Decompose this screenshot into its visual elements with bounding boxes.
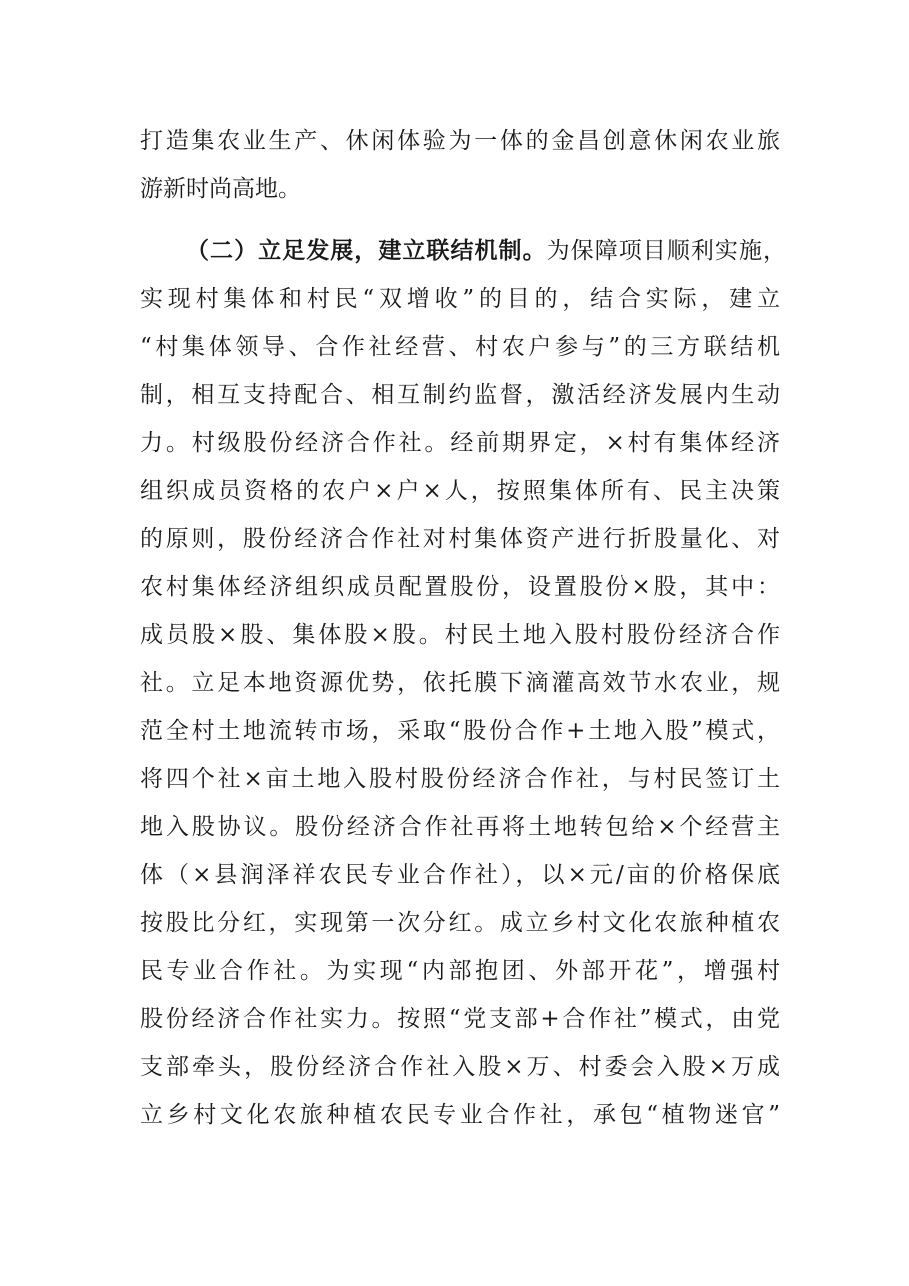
paragraph-line: 的原则，股份经济合作社对村集体资产进行折股量化、对 <box>140 526 780 552</box>
paragraph-line: 成员股×股、集体股×股。村民土地入股村股份经济合作 <box>140 622 780 648</box>
paragraph-line: 股份经济合作社实力。按照“党支部+合作社”模式，由党 <box>140 1006 780 1032</box>
paragraph-line: 立乡村文化农旅种植农民专业合作社，承包“植物迷官” <box>140 1102 780 1128</box>
paragraph-line: 制，相互支持配合、相互制约监督，激活经济发展内生动 <box>140 382 780 408</box>
paragraph-line: 组织成员资格的农户×户×人，按照集体所有、民主决策 <box>140 478 780 504</box>
paragraph-line: 范全村土地流转市场，采取“股份合作+土地入股”模式， <box>140 718 780 744</box>
paragraph-line: 地入股协议。股份经济合作社再将土地转包给×个经营主 <box>140 814 780 840</box>
paragraph-line: “村集体领导、合作社经营、村农户参与”的三方联结机 <box>140 334 780 360</box>
paragraph-line: 打造集农业生产、休闲体验为一体的金昌创意休闲农业旅 <box>140 128 780 154</box>
paragraph-line: 实现村集体和村民“双增收”的目的，结合实际，建立 <box>140 286 780 312</box>
paragraph-line: 农村集体经济组织成员配置股份，设置股份×股，其中： <box>140 574 780 600</box>
paragraph-line: 支部牵头，股份经济合作社入股×万、村委会入股×万成 <box>140 1054 780 1080</box>
paragraph-line: 按股比分红，实现第一次分红。成立乡村文化农旅种植农 <box>140 910 780 936</box>
paragraph-text: 为保障项目顺利实施， <box>546 238 787 264</box>
paragraph-first-line <box>186 234 786 268</box>
paragraph-line: 将四个社×亩土地入股村股份经济合作社，与村民签订土 <box>140 766 780 792</box>
section-heading: （二）立足发展，建立联结机制。 <box>186 237 547 264</box>
paragraph-line: 力。村级股份经济合作社。经前期界定，×村有集体经济 <box>140 430 780 456</box>
paragraph-line: 社。立足本地资源优势，依托膜下滴灌高效节水农业，规 <box>140 670 780 696</box>
paragraph-line: 游新时尚高地。 <box>140 176 301 202</box>
paragraph-line: 体（×县润泽祥农民专业合作社），以×元/亩的价格保底 <box>140 862 780 888</box>
paragraph-line: 民专业合作社。为实现“内部抱团、外部开花”，增强村 <box>140 958 780 984</box>
